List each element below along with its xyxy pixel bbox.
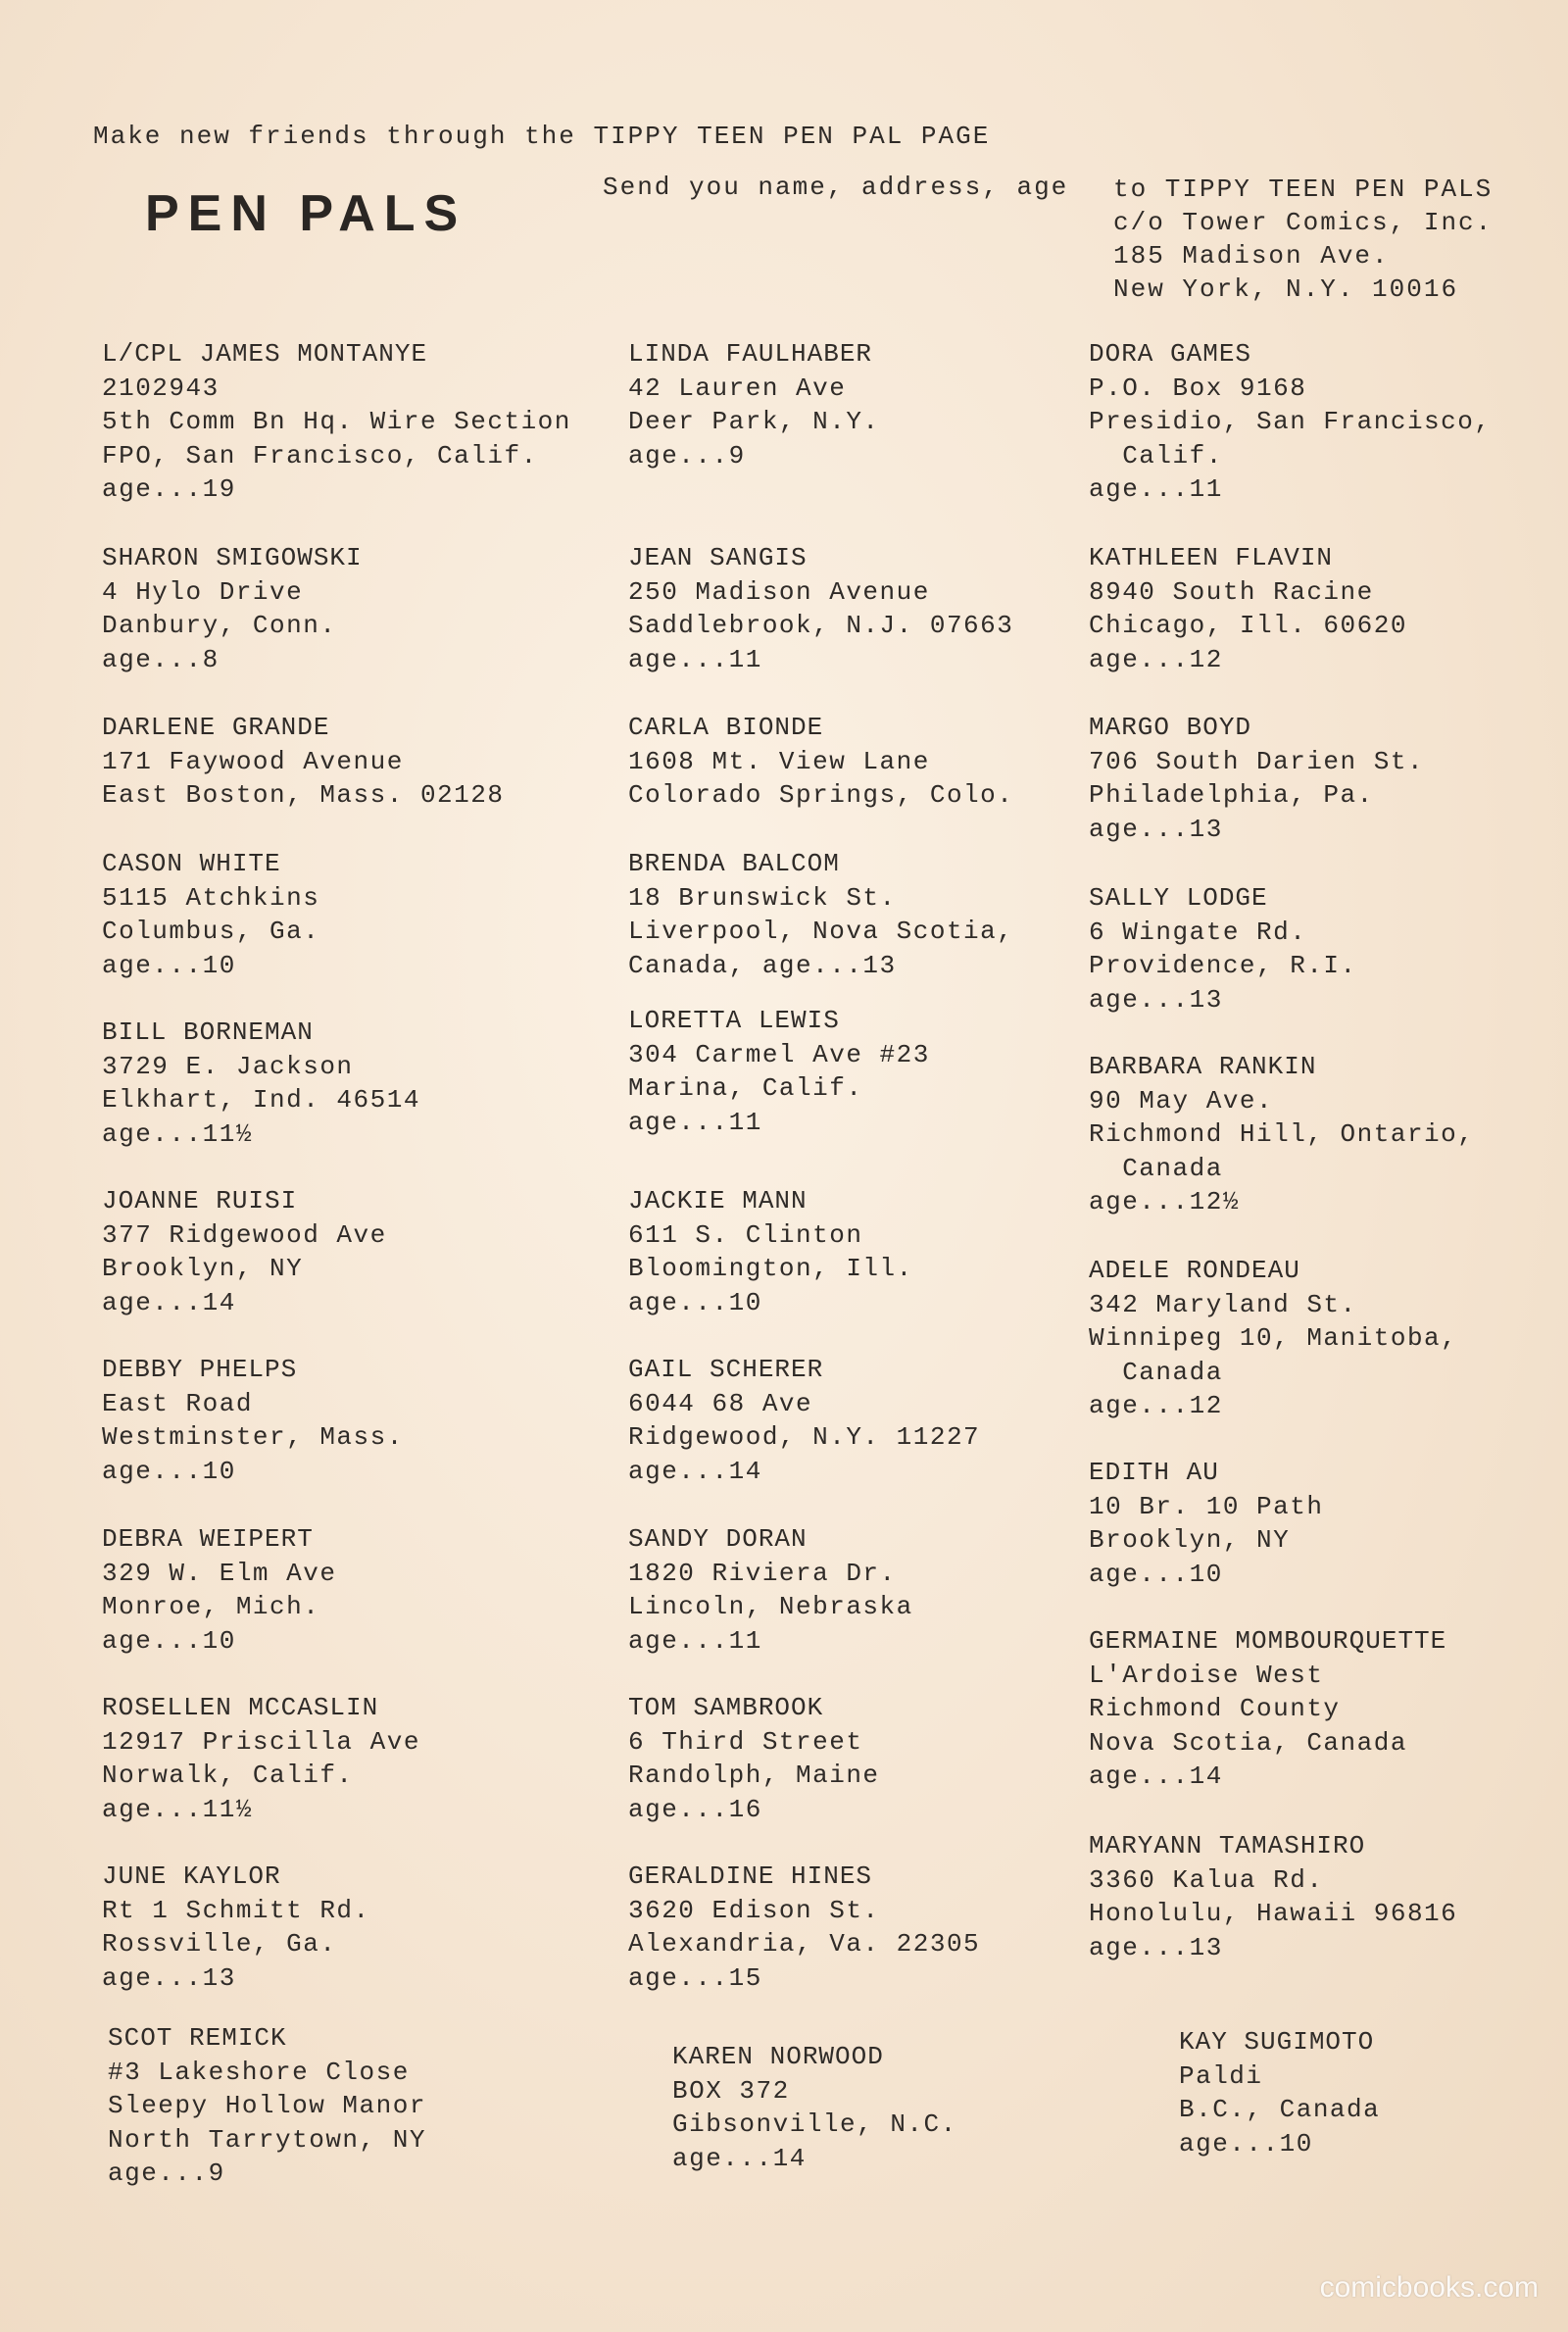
pen-pal-address-line: 1608 Mt. View Lane xyxy=(628,746,930,776)
pen-pal-address-line: East Road xyxy=(102,1388,253,1418)
pen-pal-address-line: 12917 Priscilla Ave xyxy=(102,1726,420,1757)
pen-pal-address-line: Richmond Hill, Ontario, xyxy=(1089,1119,1475,1149)
pen-pal-name: BARBARA RANKIN xyxy=(1089,1052,1317,1081)
pen-pal-address-line: Brooklyn, NY xyxy=(1089,1525,1291,1555)
pen-pal-age: age...16 xyxy=(628,1794,762,1824)
pen-pal-address-line: Rt 1 Schmitt Rd. xyxy=(102,1895,370,1925)
pen-pal-age: age...10 xyxy=(1179,2128,1313,2158)
pen-pal-age: Canada, age...13 xyxy=(628,950,897,980)
pen-pal-name: JACKIE MANN xyxy=(628,1186,808,1216)
pen-pal-address-line: Westminster, Mass. xyxy=(102,1422,404,1452)
pen-pal-entry xyxy=(1179,2025,1380,2160)
pen-pal-age: age...11½ xyxy=(102,1118,253,1149)
pen-pal-name: JUNE KAYLOR xyxy=(102,1861,281,1891)
pen-pal-address-line: 3620 Edison St. xyxy=(628,1895,880,1925)
pen-pal-address-line: L'Ardoise West xyxy=(1089,1660,1324,1690)
pen-pal-address-line: Presidio, San Francisco, xyxy=(1089,407,1492,436)
pen-pal-address-line: 90 May Ave. xyxy=(1089,1085,1274,1116)
pen-pal-name: LORETTA LEWIS xyxy=(628,1006,840,1035)
pen-pal-age: age...19 xyxy=(102,474,236,504)
pen-pal-entry xyxy=(102,1860,370,1995)
pen-pal-address-line: Randolph, Maine xyxy=(628,1761,880,1790)
pen-pal-address-line: Monroe, Mich. xyxy=(102,1592,320,1621)
pen-pal-address-line: 6 Wingate Rd. xyxy=(1089,917,1307,947)
pen-pal-address-line: 250 Madison Avenue xyxy=(628,576,930,607)
pen-pal-entry xyxy=(1089,1254,1457,1423)
pen-pal-entry xyxy=(1089,1050,1474,1219)
pen-pal-address-line: 304 Carmel Ave #23 xyxy=(628,1039,930,1069)
pen-pal-address-line: 5115 Atchkins xyxy=(102,882,320,913)
pen-pal-name: DEBBY PHELPS xyxy=(102,1355,298,1384)
pen-pal-entry xyxy=(102,541,363,676)
pen-pal-entry xyxy=(1089,881,1357,1017)
pen-pal-address-line: 171 Faywood Avenue xyxy=(102,746,404,776)
pen-pal-age: age...9 xyxy=(628,440,746,471)
pen-pal-entry xyxy=(102,1691,420,1826)
pen-pal-name: SALLY LODGE xyxy=(1089,883,1268,913)
pen-pal-age: age...12½ xyxy=(1089,1187,1240,1216)
pen-pal-age: age...11½ xyxy=(102,1794,253,1824)
pen-pal-address-line: Chicago, Ill. 60620 xyxy=(1089,611,1407,640)
pen-pal-entry xyxy=(102,1016,420,1151)
pen-pal-age: age...10 xyxy=(1089,1559,1223,1589)
send-to-address xyxy=(1113,173,1493,306)
pen-pal-address-line: East Boston, Mass. 02128 xyxy=(102,780,505,810)
pen-pal-entry xyxy=(628,1353,980,1488)
pen-pal-address-line: 6044 68 Ave xyxy=(628,1388,813,1418)
watermark: comicbooks.com xyxy=(1319,2271,1539,2304)
pen-pal-age: age...11 xyxy=(1089,474,1223,504)
pen-pal-name: EDITH AU xyxy=(1089,1458,1219,1487)
pen-pal-name: DORA GAMES xyxy=(1089,339,1252,369)
pen-pal-address-line: Honolulu, Hawaii 96816 xyxy=(1089,1899,1458,1928)
pen-pal-address-line: 5th Comm Bn Hq. Wire Section xyxy=(102,407,571,436)
pen-pal-address-line: Norwalk, Calif. xyxy=(102,1761,354,1790)
pen-pal-address-line: 377 Ridgewood Ave xyxy=(102,1219,387,1250)
pen-pal-address-line: 2102943 xyxy=(102,372,220,403)
pen-pal-name: KAY SUGIMOTO xyxy=(1179,2027,1375,2057)
pen-pal-entry xyxy=(102,337,571,507)
send-to-line: c/o Tower Comics, Inc. xyxy=(1113,208,1494,237)
pen-pal-address-line: Philadelphia, Pa. xyxy=(1089,780,1374,810)
pen-pal-address-line: Canada xyxy=(1089,1153,1223,1183)
pen-pal-entry xyxy=(628,711,1013,813)
pen-pal-entry xyxy=(1089,337,1491,507)
pen-pal-entry xyxy=(672,2040,957,2175)
pen-pal-address-line: Danbury, Conn. xyxy=(102,611,337,640)
pen-pal-entry xyxy=(102,1522,336,1658)
pen-pal-address-line: FPO, San Francisco, Calif. xyxy=(102,440,538,471)
instructions: Send you name, address, age xyxy=(603,173,1069,202)
pen-pal-age: age...9 xyxy=(108,2158,225,2188)
pen-pal-name: SANDY DORAN xyxy=(628,1524,808,1554)
pen-pal-address-line: Calif. xyxy=(1089,440,1223,471)
pen-pal-name: ROSELLEN MCCASLIN xyxy=(102,1693,379,1722)
pen-pal-entry xyxy=(628,337,880,472)
pen-pal-address-line: 3360 Kalua Rd. xyxy=(1089,1864,1324,1895)
pen-pal-age: age...11 xyxy=(628,1625,762,1656)
pen-pal-name: SHARON SMIGOWSKI xyxy=(102,543,363,572)
pen-pal-address-line: 8940 South Racine xyxy=(1089,576,1374,607)
pen-pal-age: age...10 xyxy=(102,1456,236,1486)
pen-pal-name: MARYANN TAMASHIRO xyxy=(1089,1831,1366,1861)
pen-pal-age: age...13 xyxy=(1089,814,1223,844)
pen-pal-entry xyxy=(1089,541,1407,676)
pen-pal-entry xyxy=(108,2021,426,2191)
pen-pal-name: TOM SAMBROOK xyxy=(628,1693,824,1722)
pen-pal-address-line: Liverpool, Nova Scotia, xyxy=(628,917,1014,946)
pen-pal-name: ADELE RONDEAU xyxy=(1089,1256,1300,1285)
pen-pal-name: DARLENE GRANDE xyxy=(102,713,330,742)
pen-pal-address-line: Ridgewood, N.Y. 11227 xyxy=(628,1422,981,1452)
pen-pal-address-line: 329 W. Elm Ave xyxy=(102,1558,337,1588)
pen-pal-age: age...11 xyxy=(628,1107,762,1137)
pen-pal-address-line: 611 S. Clinton xyxy=(628,1219,863,1250)
pen-pal-address-line: 6 Third Street xyxy=(628,1726,863,1757)
pen-pal-address-line: 4 Hylo Drive xyxy=(102,576,304,607)
pen-pal-name: GERALDINE HINES xyxy=(628,1861,873,1891)
pen-pal-age: age...15 xyxy=(628,1962,762,1993)
pen-pal-address-line: Sleepy Hollow Manor xyxy=(108,2091,426,2120)
pen-pal-name: MARGO BOYD xyxy=(1089,713,1252,742)
pen-pal-name: CASON WHITE xyxy=(102,849,281,878)
pen-pal-entry xyxy=(102,711,504,813)
pen-pal-address-line: Rossville, Ga. xyxy=(102,1929,337,1959)
pen-pal-entry xyxy=(102,1353,404,1488)
pen-pal-address-line: Brooklyn, NY xyxy=(102,1254,304,1283)
pen-pal-name: SCOT REMICK xyxy=(108,2023,287,2053)
pen-pal-address-line: B.C., Canada xyxy=(1179,2095,1381,2124)
pen-pal-name: JOANNE RUISI xyxy=(102,1186,298,1216)
pen-pal-name: DEBRA WEIPERT xyxy=(102,1524,314,1554)
pen-pal-entry xyxy=(628,847,1013,982)
pen-pal-address-line: 706 South Darien St. xyxy=(1089,746,1425,776)
pen-pal-entry xyxy=(628,1004,930,1139)
pen-pal-age: age...13 xyxy=(1089,984,1223,1015)
pen-pal-entry xyxy=(102,847,319,982)
pen-pal-address-line: Winnipeg 10, Manitoba, xyxy=(1089,1323,1458,1353)
pen-pal-address-line: 42 Lauren Ave xyxy=(628,372,847,403)
intro-line: Make new friends through the TIPPY TEEN PEN PAL PAGE xyxy=(93,122,991,151)
pen-pal-entry xyxy=(628,1184,913,1319)
pen-pal-address-line: 1820 Riviera Dr. xyxy=(628,1558,897,1588)
pen-pal-address-line: Marina, Calif. xyxy=(628,1073,863,1103)
pen-pal-entry xyxy=(1089,1624,1446,1794)
pen-pal-address-line: North Tarrytown, NY xyxy=(108,2124,426,2155)
pen-pal-name: LINDA FAULHABER xyxy=(628,339,873,369)
pen-pal-age: age...8 xyxy=(102,644,220,674)
pen-pal-entry xyxy=(628,1860,980,1995)
pen-pal-age: age...14 xyxy=(102,1287,236,1317)
pen-pal-address-line: 18 Brunswick St. xyxy=(628,882,897,913)
pen-pal-name: KATHLEEN FLAVIN xyxy=(1089,543,1334,572)
pen-pal-age: age...14 xyxy=(1089,1761,1223,1791)
page-title: PEN PALS xyxy=(145,185,467,242)
send-to-line: 185 Madison Ave. xyxy=(1113,241,1390,271)
pen-pal-address-line: Saddlebrook, N.J. 07663 xyxy=(628,611,1014,640)
pen-pal-name: L/CPL JAMES MONTANYE xyxy=(102,339,428,369)
pen-pal-address-line: BOX 372 xyxy=(672,2075,790,2106)
pen-pal-address-line: 342 Maryland St. xyxy=(1089,1289,1357,1319)
pen-pal-name: CARLA BIONDE xyxy=(628,713,824,742)
pen-pal-entry xyxy=(628,1522,913,1658)
pen-pal-name: GAIL SCHERER xyxy=(628,1355,824,1384)
pen-pal-address-line: Lincoln, Nebraska xyxy=(628,1592,913,1621)
pen-pal-age: age...12 xyxy=(1089,1391,1223,1420)
send-to-line: to TIPPY TEEN PEN PALS xyxy=(1113,174,1494,204)
pen-pal-entry xyxy=(628,1691,880,1826)
pen-pal-address-line: #3 Lakeshore Close xyxy=(108,2057,410,2087)
pen-pal-address-line: Elkhart, Ind. 46514 xyxy=(102,1085,420,1115)
pen-pal-address-line: Providence, R.I. xyxy=(1089,951,1357,980)
pen-pal-address-line: Colorado Springs, Colo. xyxy=(628,780,1014,810)
pen-pal-name: BILL BORNEMAN xyxy=(102,1017,314,1047)
pen-pal-address-line: Richmond County xyxy=(1089,1694,1341,1723)
pen-pal-address-line: Bloomington, Ill. xyxy=(628,1254,913,1283)
pen-pal-entry xyxy=(1089,711,1424,846)
pen-pal-age: age...10 xyxy=(102,1625,236,1656)
pen-pal-address-line: Gibsonville, N.C. xyxy=(672,2109,957,2139)
pen-pal-address-line: Paldi xyxy=(1179,2060,1263,2091)
pen-pal-entry xyxy=(102,1184,387,1319)
pen-pal-address-line: Deer Park, N.Y. xyxy=(628,407,880,436)
pen-pal-age: age...13 xyxy=(1089,1932,1223,1962)
pen-pal-age: age...11 xyxy=(628,644,762,674)
pen-pal-address-line: Columbus, Ga. xyxy=(102,917,320,946)
pen-pal-name: KAREN NORWOOD xyxy=(672,2042,884,2071)
pen-pal-name: JEAN SANGIS xyxy=(628,543,808,572)
pen-pal-address-line: Nova Scotia, Canada xyxy=(1089,1727,1407,1758)
pen-pal-age: age...14 xyxy=(628,1456,762,1486)
pen-pal-age: age...13 xyxy=(102,1962,236,1993)
pen-pal-age: age...10 xyxy=(102,950,236,980)
pen-pal-age: age...10 xyxy=(628,1287,762,1317)
pen-pal-address-line: Canada xyxy=(1089,1357,1223,1387)
pen-pal-address-line: Alexandria, Va. 22305 xyxy=(628,1929,981,1959)
pen-pal-entry xyxy=(1089,1456,1323,1591)
pen-pal-entry xyxy=(1089,1829,1457,1964)
pen-pal-entry xyxy=(628,541,1013,676)
pen-pal-age: age...12 xyxy=(1089,644,1223,674)
pen-pal-address-line: 3729 E. Jackson xyxy=(102,1051,354,1081)
pen-pal-address-line: 10 Br. 10 Path xyxy=(1089,1491,1324,1521)
send-to-line: New York, N.Y. 10016 xyxy=(1113,274,1459,304)
pen-pal-address-line: P.O. Box 9168 xyxy=(1089,372,1307,403)
pen-pal-name: GERMAINE MOMBOURQUETTE xyxy=(1089,1626,1447,1656)
pen-pal-name: BRENDA BALCOM xyxy=(628,849,840,878)
pen-pal-age: age...14 xyxy=(672,2143,807,2173)
